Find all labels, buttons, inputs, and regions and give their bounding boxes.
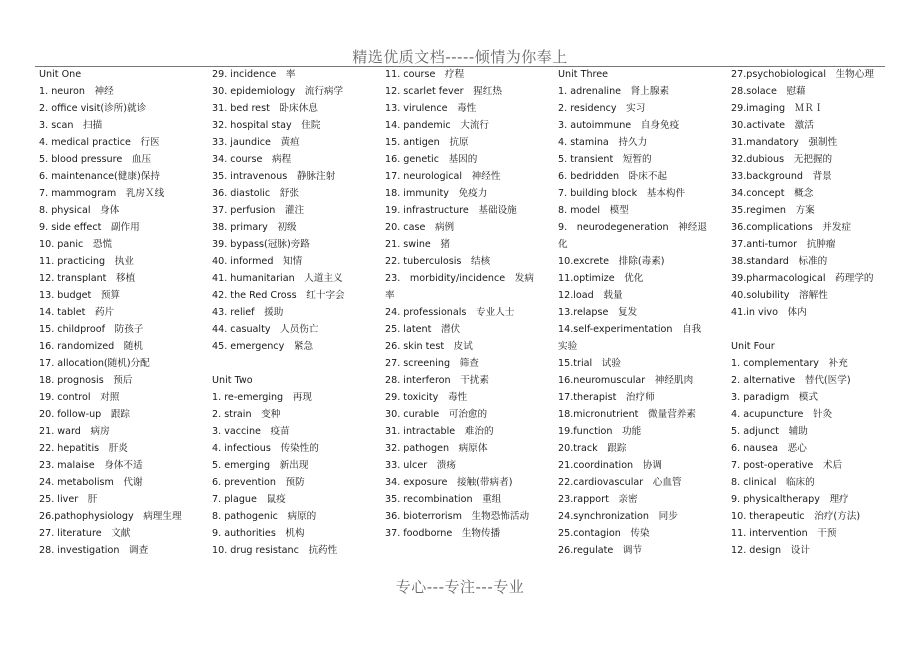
vocab-entry: 30. epidemiology 流行病学 [212,86,344,97]
vocab-entry: 7. building block 基本构件 [558,188,686,199]
vocab-entry: 40. informed 知情 [212,256,303,267]
vocab-entry: 12. transplant 移植 [39,273,136,284]
vocab-entry: 11.optimize 优化 [558,273,644,284]
vocab-entry: 10. panic 恐慌 [39,239,113,250]
vocab-entry: 20. follow-up 跟踪 [39,409,131,420]
vocab-entry: 33. jaundice 黄疸 [212,137,300,148]
vocab-entry: 29. toxicity 毒性 [385,392,468,403]
vocab-entry: 38.standard 标准的 [731,256,828,267]
vocab-entry: 3. scan 扫描 [39,120,103,131]
vocab-entry: 8. clinical 临床的 [731,477,815,488]
vocab-entry: 41.in vivo 体内 [731,307,807,318]
vocab-entry: 1. adrenaline 肾上腺素 [558,86,670,97]
vocab-entry: 12. scarlet fever 猩红热 [385,86,502,97]
column-5 [731,66,874,559]
vocab-entry: 35.regimen 方案 [731,205,815,216]
vocab-entry: 23. malaise 身体不适 [39,460,143,471]
vocab-entry: 10.excrete 排除(毒素) [558,256,665,267]
vocab-entry: 2. strain 变种 [212,409,281,420]
vocab-entry: 24. metabolism 代谢 [39,477,143,488]
column-1 [39,66,182,559]
vocab-entry: 3. paradigm 模式 [731,392,818,403]
vocab-entry: 5. adjunct 辅助 [731,426,808,437]
vocab-entry: 17. neurological 神经性 [385,171,501,182]
vocab-entry: 14. tablet 药片 [39,307,115,318]
vocab-entry: 45. emergency 紧急 [212,341,314,352]
vocab-entry: 11. course 疗程 [385,69,465,80]
vocab-entry: 27. literature 文献 [39,528,131,539]
vocab-entry: 8. pathogenic 病原的 [212,511,317,522]
blank-line [212,355,345,372]
vocab-entry: 31. intractable 难治的 [385,426,494,437]
vocab-entry: 5. blood pressure 血压 [39,154,152,165]
vocab-entry: 7. mammogram 乳房Ｘ线 [39,188,165,199]
vocab-entry: 6. bedridden 卧床不起 [558,171,668,182]
vocab-entry: 15. antigen 抗原 [385,137,469,148]
vocab-entry: 21. ward 病房 [39,426,110,437]
vocab-entry: 22. hepatitis 肝炎 [39,443,128,454]
vocab-entry: 率 [385,290,395,301]
vocab-entry: 9. neurodegeneration 神经退 [558,222,707,233]
vocab-entry: 5. transient 短暂的 [558,154,652,165]
vocab-entry: 31. bed rest 卧床休息 [212,103,318,114]
vocab-entry: 29. incidence 率 [212,69,296,80]
vocab-entry: 39. bypass(冠脉)旁路 [212,239,310,250]
unit-heading: Unit Three [558,69,609,80]
vocab-entry: 36. diastolic 舒张 [212,188,299,199]
unit-heading: Unit One [39,69,82,80]
vocab-entry: 10. drug resistanc 抗药性 [212,545,338,556]
vocab-entry: 化 [558,239,568,250]
vocab-entry: 33. ulcer 溃疡 [385,460,456,471]
vocab-entry: 24. professionals 专业人士 [385,307,515,318]
page-footer: 专心---专注---专业 [395,578,525,596]
vocab-entry: 30. curable 可治愈的 [385,409,488,420]
vocab-entry: 22. tuberculosis 结核 [385,256,491,267]
vocab-entry: 3. autoimmune 自身免疫 [558,120,680,131]
vocab-entry: 19.function 功能 [558,426,642,437]
vocab-entry: 16.neuromuscular 神经肌肉 [558,375,694,386]
vocab-entry: 13. virulence 毒性 [385,103,477,114]
vocab-entry: 10. therapeutic 治疗(方法) [731,511,861,522]
vocab-entry: 37. foodborne 生物传播 [385,528,501,539]
vocab-entry: 40.solubility 溶解性 [731,290,828,301]
vocab-entry: 8. model 模型 [558,205,629,216]
vocab-entry: 29.imaging ＭＲＩ [731,103,824,114]
vocab-entry: 30.activate 激活 [731,120,814,131]
vocab-entry: 9. side effect 副作用 [39,222,140,233]
vocab-entry: 11. practicing 执业 [39,256,134,267]
vocab-entry: 14. pandemic 大流行 [385,120,490,131]
vocab-entry: 2. residency 实习 [558,103,646,114]
vocab-entry: 25.contagion 传染 [558,528,650,539]
vocab-entry: 18. prognosis 预后 [39,375,133,386]
vocab-entry: 13. budget 预算 [39,290,121,301]
vocab-entry: 18.micronutrient 微量营养素 [558,409,696,420]
vocab-entry: 35. recombination 重组 [385,494,502,505]
vocab-entry: 37. perfusion 灌注 [212,205,305,216]
vocab-entry: 39.pharmacological 药理学的 [731,273,874,284]
vocab-entry: 16. randomized 随机 [39,341,143,352]
vocab-entry: 3. vaccine 疫苗 [212,426,290,437]
vocab-entry: 6. nausea 恶心 [731,443,807,454]
vocab-entry: 4. infectious 传染性的 [212,443,319,454]
vocab-entry: 28. interferon 干扰素 [385,375,489,386]
vocab-entry: 34.concept 概念 [731,188,814,199]
vocab-entry: 14.self-experimentation 自我 [558,324,702,335]
vocab-entry: 37.anti-tumor 抗肿瘤 [731,239,836,250]
vocab-entry: 4. medical practice 行医 [39,137,160,148]
vocab-entry: 42. the Red Cross 红十字会 [212,290,345,301]
vocab-entry: 17. allocation(随机)分配 [39,358,150,369]
vocab-entry: 16. genetic 基因的 [385,154,478,165]
vocab-entry: 26. skin test 皮试 [385,341,473,352]
unit-heading: Unit Two [212,375,253,386]
vocab-entry: 38. primary 初级 [212,222,297,233]
vocab-entry: 43. relief 援助 [212,307,284,318]
vocab-entry: 35. intravenous 静脉注射 [212,171,336,182]
vocab-entry: 28.solace 慰藉 [731,86,806,97]
vocab-entry: 12.load 载量 [558,290,623,301]
vocab-entry: 19. control 对照 [39,392,120,403]
vocab-entry: 9. physicaltherapy 理疗 [731,494,849,505]
vocab-entry: 25. liver 肝 [39,494,98,505]
vocab-entry: 18. immunity 免疫力 [385,188,488,199]
vocab-entry: 2. office visit(诊所)就诊 [39,103,147,114]
vocab-entry: 11. intervention 干预 [731,528,837,539]
vocab-entry: 32. hospital stay 住院 [212,120,321,131]
vocab-entry: 34. course 病程 [212,154,292,165]
vocab-entry: 26.regulate 调节 [558,545,643,556]
vocab-entry: 21.coordination 协调 [558,460,662,471]
column-4 [558,66,707,559]
vocab-entry: 6. prevention 预防 [212,477,305,488]
vocab-entry: 7. plague 鼠疫 [212,494,286,505]
vocab-entry: 33.background 背景 [731,171,832,182]
column-3 [385,66,534,542]
vocab-entry: 28. investigation 调查 [39,545,149,556]
vocab-entry: 27. screening 筛查 [385,358,479,369]
vocab-entry: 1. re-emerging 再现 [212,392,312,403]
blank-line [731,321,874,338]
vocab-entry: 44. casualty 人员伤亡 [212,324,319,335]
vocab-entry: 8. physical 身体 [39,205,120,216]
vocab-entry: 1. complementary 补充 [731,358,848,369]
vocab-entry: 25. latent 潜伏 [385,324,461,335]
vocab-entry: 32.dubious 无把握的 [731,154,833,165]
vocab-entry: 32. pathogen 病原体 [385,443,488,454]
vocab-entry: 4. acupuncture 针灸 [731,409,833,420]
vocab-entry: 6. maintenance(健康)保持 [39,171,160,182]
vocab-entry: 20.track 跟踪 [558,443,627,454]
vocab-entry: 1. neuron 神经 [39,86,114,97]
vocab-entry: 20. case 病例 [385,222,455,233]
column-2 [212,66,345,559]
vocab-entry: 36.complications 并发症 [731,222,852,233]
vocab-entry: 12. design 设计 [731,545,810,556]
vocab-entry: 5. emerging 新出现 [212,460,309,471]
vocab-entry: 实验 [558,341,578,352]
unit-heading: Unit Four [731,341,775,352]
page-header: 精选优质文档-----倾情为你奉上 [352,48,568,66]
vocab-entry: 22.cardiovascular 心血管 [558,477,682,488]
vocab-entry: 24.synchronization 同步 [558,511,678,522]
vocab-entry: 4. stamina 持久力 [558,137,648,148]
vocab-entry: 36. bioterrorism 生物恐怖活动 [385,511,530,522]
vocab-entry: 21. swine 猪 [385,239,450,250]
vocab-entry: 9. authorities 机构 [212,528,305,539]
vocab-entry: 7. post-operative 术后 [731,460,843,471]
vocab-entry: 15.trial 试验 [558,358,621,369]
vocab-entry: 19. infrastructure 基础设施 [385,205,517,216]
vocab-entry: 23. morbidity/incidence 发病 [385,273,534,284]
vocab-entry: 27.psychobiological 生物心理 [731,69,874,80]
vocab-entry: 15. childproof 防孩子 [39,324,144,335]
vocab-entry: 34. exposure 接触(带病者) [385,477,513,488]
vocab-entry: 41. humanitarian 人道主义 [212,273,343,284]
vocab-entry: 31.mandatory 强制性 [731,137,838,148]
vocab-entry: 2. alternative 替代(医学) [731,375,851,386]
vocab-entry: 23.rapport 亲密 [558,494,638,505]
vocab-entry: 26.pathophysiology 病理生理 [39,511,182,522]
vocab-entry: 13.relapse 复发 [558,307,638,318]
vocab-entry: 17.therapist 治疗师 [558,392,655,403]
